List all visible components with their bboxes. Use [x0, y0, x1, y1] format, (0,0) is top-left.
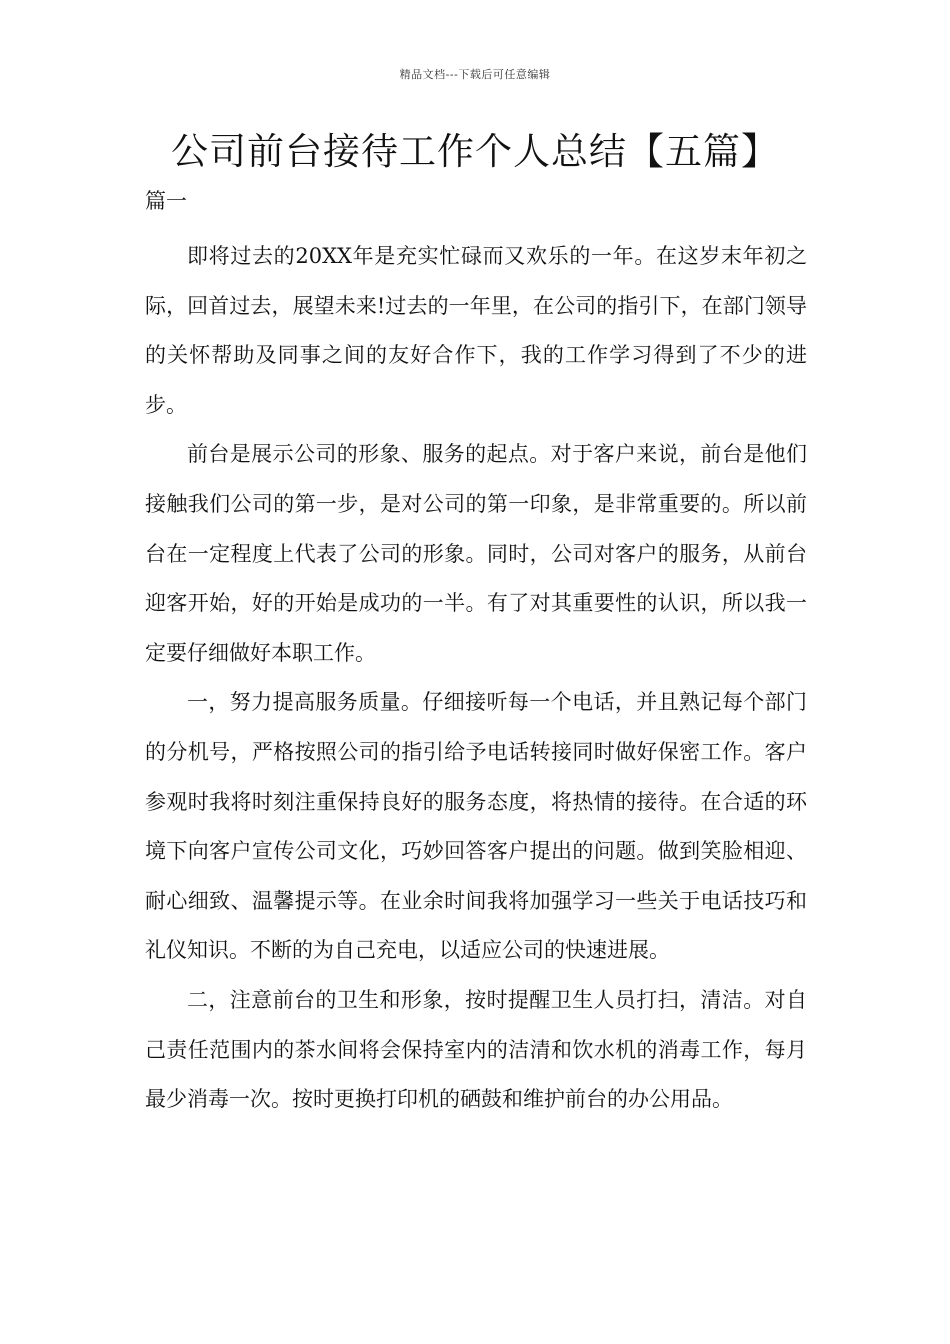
- paragraph: 一，努力提高服务质量。仔细接听每一个电话，并且熟记每个部门的分机号，严格按照公司的指引给予电话转接同时做好保密工作。客户参观时我将时刻注重保持良好的服务态度，将热情的接待。在合适的环境下向客户宣传公司文化，巧妙回答客户提出的问题。做到笑脸相迎、耐心细致、温馨提示等。在业余时间我将加强学习一些关于电话技巧和礼仪知识。不断的为自己充电，以适应公司的快速进展。: [145, 690, 807, 963]
- paragraph: 前台是展示公司的形象、服务的起点。对于客户来说，前台是他们接触我们公司的第一步，是对公司的第一印象，是非常重要的。所以前台在一定程度上代表了公司的形象。同时，公司对客户的服务，从前台迎客开始，好的开始是成功的一半。有了对其重要性的认识，所以我一定要仔细做好本职工作。: [145, 442, 807, 665]
- paragraph: 二，注意前台的卫生和形象，按时提醒卫生人员打扫，清洁。对自己责任范围内的茶水间将会保持室内的洁清和饮水机的消毒工作，每月最少消毒一次。按时更换打印机的硒鼓和维护前台的办公用品。: [145, 987, 807, 1112]
- document-body: [145, 232, 807, 1125]
- document-title: 公司前台接待工作个人总结【五篇】: [171, 130, 779, 173]
- page-header: 精品文档---下载后可任意编辑: [399, 68, 551, 81]
- section-label: 篇一: [145, 189, 187, 213]
- paragraph: 即将过去的20XX年是充实忙碌而又欢乐的一年。在这岁末年初之际，回首过去，展望未来!过去的一年里，在公司的指引下，在部门领导的关怀帮助及同事之间的友好合作下，我的工作学习得到了不少的进步。: [145, 244, 807, 417]
